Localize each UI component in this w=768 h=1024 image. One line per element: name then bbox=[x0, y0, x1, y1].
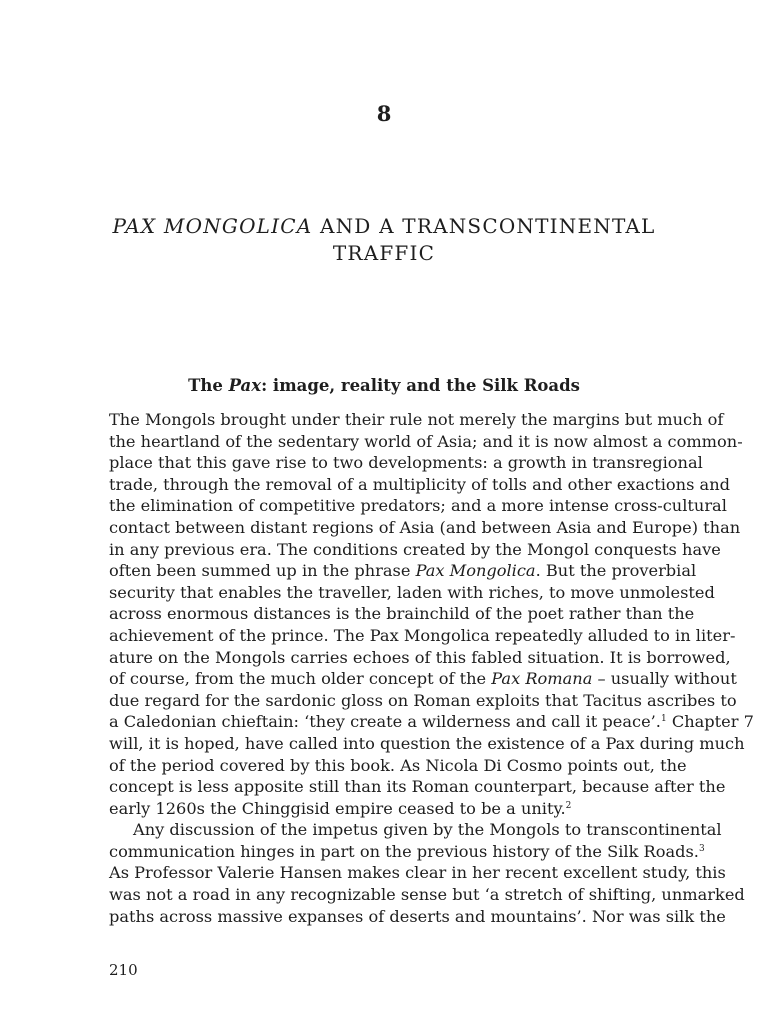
footnote-ref-1[interactable]: 1 bbox=[660, 714, 667, 725]
section-heading bbox=[0, 375, 768, 397]
chapter-title-rest: AND A TRANSCONTINENTAL bbox=[312, 214, 656, 238]
body-text bbox=[109, 409, 754, 927]
text-line: due regard for the sardonic gloss on Roman exploits that Tacitus ascribes to bbox=[109, 690, 737, 710]
text-run: early 1260s the Chinggisid empire ceased to be a unity. bbox=[109, 798, 566, 818]
text-line: trade, through the removal of a multiplicity of tolls and other exactions and bbox=[109, 474, 730, 494]
text-run: communication hinges in part on the previous history of the Silk Roads. bbox=[109, 841, 699, 861]
text-line: place that this gave rise to two developments: a growth in transregional bbox=[109, 453, 703, 473]
footnote-ref-3[interactable]: 3 bbox=[698, 843, 705, 854]
text-line: paths across massive expanses of deserts and mountains’. Nor was silk the bbox=[109, 906, 726, 926]
text-line bbox=[109, 560, 697, 582]
text-line: the heartland of the sedentary world of Asia; and it is now almost a common- bbox=[109, 431, 743, 451]
text-run: often been summed up in the phrase bbox=[109, 561, 416, 581]
text-run: of course, from the much older concept of the bbox=[109, 669, 492, 689]
text-run: . But the proverbial bbox=[535, 561, 697, 581]
footnote-ref-2[interactable]: 2 bbox=[565, 800, 572, 811]
italic-term: Pax Romana bbox=[491, 669, 593, 689]
text-run: – usually without bbox=[592, 669, 737, 689]
text-line: achievement of the prince. The Pax Mongolica repeatedly alluded to in liter- bbox=[109, 625, 736, 645]
text-run: Chapter 7 bbox=[666, 712, 754, 732]
chapter-title bbox=[110, 213, 658, 267]
section-heading-post: : image, reality and the Silk Roads bbox=[261, 376, 580, 395]
italic-term: Pax Mongolica bbox=[415, 561, 536, 581]
page-number: 210 bbox=[109, 961, 138, 979]
text-line: ature on the Mongols carries echoes of this fabled situation. It is borrowed, bbox=[109, 647, 731, 667]
text-line: in any previous era. The conditions created by the Mongol conquests have bbox=[109, 539, 721, 559]
section-heading-italic: Pax bbox=[228, 376, 262, 395]
chapter-title-line-1 bbox=[110, 213, 658, 240]
text-line: As Professor Valerie Hansen makes clear in her recent excellent study, this bbox=[109, 863, 726, 883]
text-line bbox=[109, 711, 754, 733]
text-line: was not a road in any recognizable sense but ‘a stretch of shifting, unmarked bbox=[109, 885, 745, 905]
section-heading-pre: The bbox=[188, 376, 229, 395]
text-line bbox=[109, 841, 705, 863]
text-line: Any discussion of the impetus given by the Mongols to transcontinental bbox=[133, 820, 722, 840]
chapter-title-italic: PAX MONGOLICA bbox=[112, 214, 313, 238]
chapter-title-line-2: TRAFFIC bbox=[332, 241, 436, 265]
chapter-number: 8 bbox=[376, 101, 392, 126]
text-line bbox=[109, 668, 737, 690]
text-line: will, it is hoped, have called into question the existence of a Pax during much bbox=[109, 733, 745, 753]
text-line: The Mongols brought under their rule not merely the margins but much of bbox=[109, 410, 724, 429]
text-line: the elimination of competitive predators; and a more intense cross-cultural bbox=[109, 496, 727, 516]
text-run: a Caledonian chieftain: ‘they create a wilderness and call it peace’. bbox=[109, 712, 661, 732]
text-line: concept is less apposite still than its Roman counterpart, because after the bbox=[109, 777, 726, 797]
text-line bbox=[109, 798, 675, 820]
text-line: security that enables the traveller, laden with riches, to move unmolested bbox=[109, 582, 715, 602]
text-line: across enormous distances is the brainchild of the poet rather than the bbox=[109, 604, 695, 624]
text-line: contact between distant regions of Asia (and between Asia and Europe) than bbox=[109, 517, 741, 537]
text-line: of the period covered by this book. As Nicola Di Cosmo points out, the bbox=[109, 755, 687, 775]
